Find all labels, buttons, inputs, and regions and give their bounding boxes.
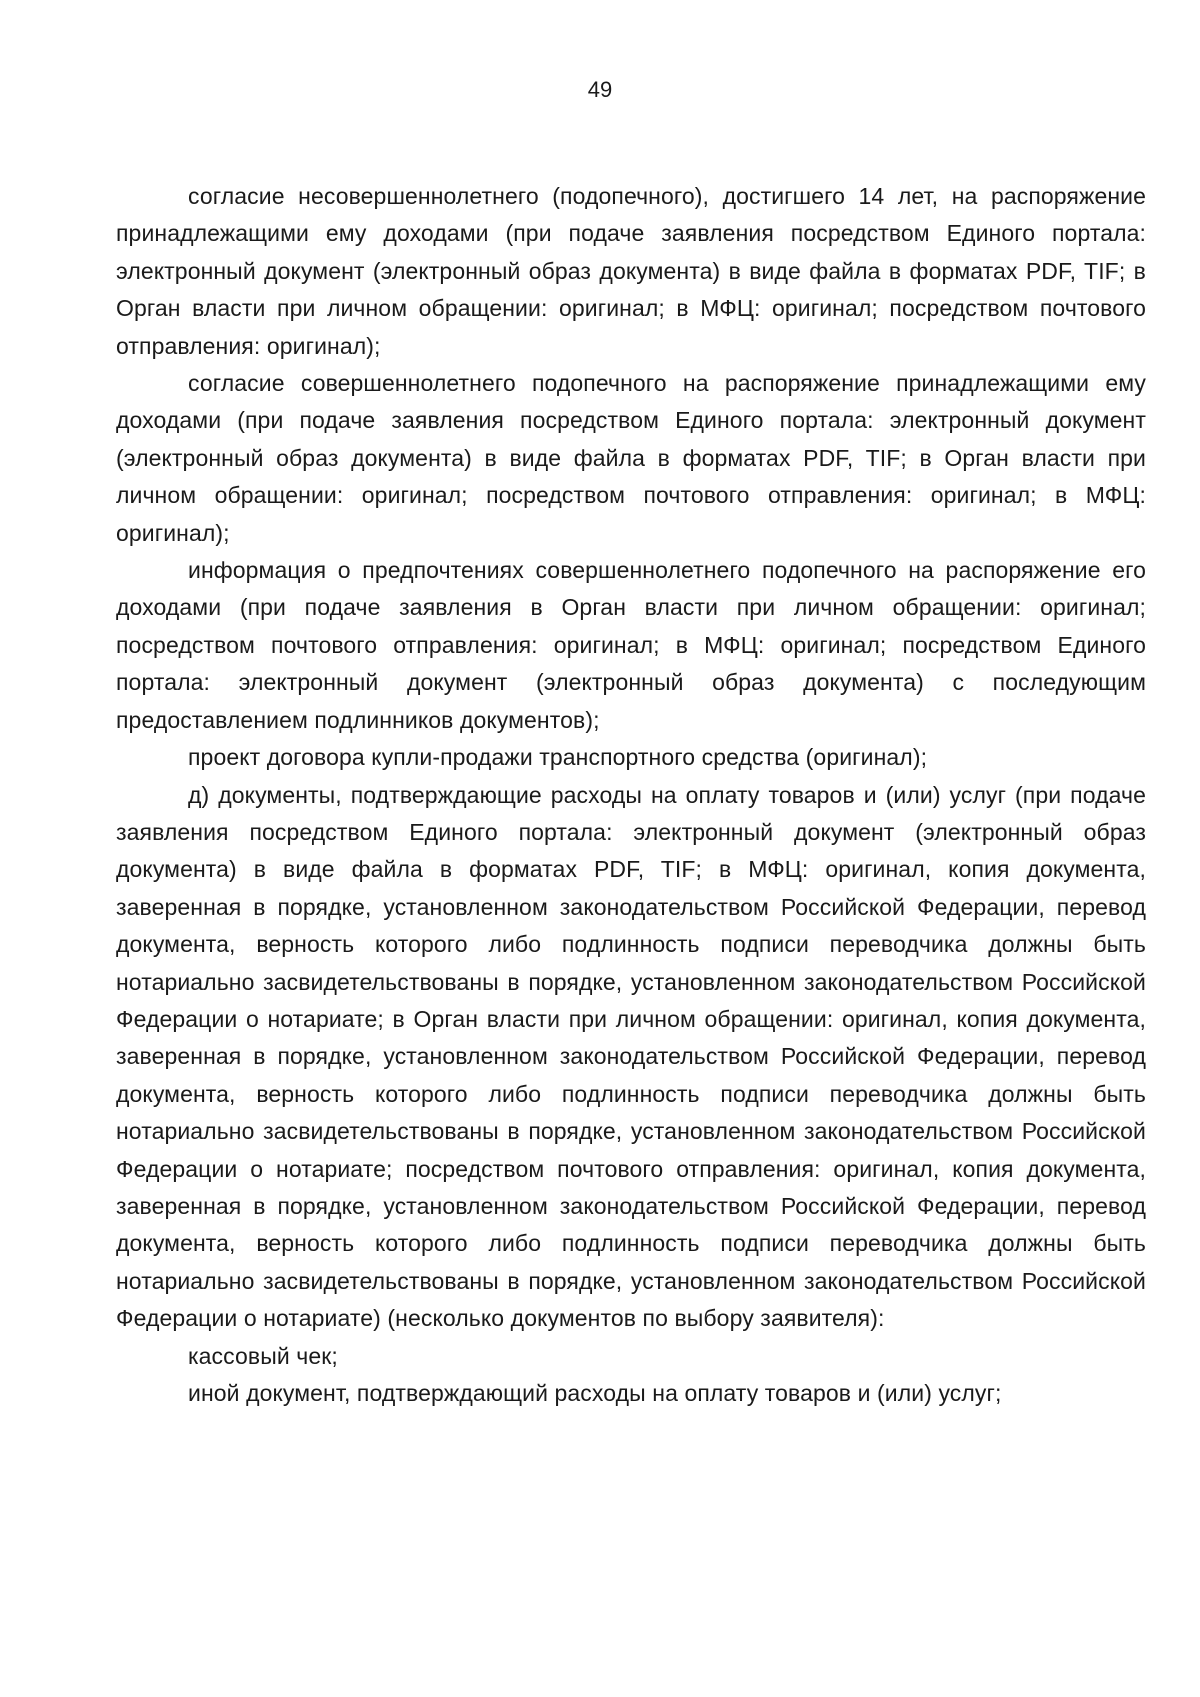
paragraph-vehicle-contract: проект договора купли-продажи транспортного средства (оригинал); <box>188 744 928 771</box>
page-number: 49 <box>587 77 613 102</box>
document-body <box>116 178 1146 1412</box>
paragraph-adult-ward-consent: согласие совершеннолетнего подопечного на распоряжение принадлежащими ему доходами (при подаче заявления посредством Единого портала: электронный документ (электронный образ документа) в виде файла в форматах PDF, TIF; в Орган власти при личном обращении: оригинал; посредством почтового отправления: оригинал; в МФЦ: оригинал); <box>116 370 1146 546</box>
paragraph-ward-preferences: информация о предпочтениях совершеннолетнего подопечного на распоряжение его доходами (при подаче заявления в Орган власти при личном обращении: оригинал; посредством почтового отправления: оригинал; в МФЦ: оригинал; посредством Единого портала: электронный документ (электронный образ документа) с последующим предоставлением подлинников документов); <box>116 557 1146 733</box>
paragraph-cash-receipt: кассовый чек; <box>188 1342 338 1369</box>
paragraph-minor-ward-consent: согласие несовершеннолетнего (подопечного), достигшего 14 лет, на распоряжение принадлежащими ему доходами (при подаче заявления посредством Единого портала: электронный документ (электронный образ документа) в виде файла в форматах PDF, TIF; в Орган власти при личном обращении: оригинал; в МФЦ: оригинал; посредством почтового отправления: оригинал); <box>116 183 1146 359</box>
paragraph-expense-documents: д) документы, подтверждающие расходы на оплату товаров и (или) услуг (при подаче заявления посредством Единого портала: электронный документ (электронный образ документа) в виде файла в форматах PDF, TIF; в МФЦ: оригинал, копия документа, заверенная в порядке, установленном законодательством Российской Федерации, перевод документа, верность которого либо подлинность подписи переводчика должны быть нотариально засвидетельствованы в порядке, установленном законодательством Российской Федерации о нотариате; в Орган власти при личном обращении: оригинал, копия документа, заверенная в порядке, установленном законодательством Российской Федерации, перевод документа, верность которого либо подлинность подписи переводчика должны быть нотариально засвидетельствованы в порядке, установленном законодательством Российской Федерации о нотариате; посредством почтового отправления: оригинал, копия документа, заверенная в порядке, установленном законодательством Российской Федерации, перевод документа, верность которого либо подлинность подписи переводчика должны быть нотариально засвидетельствованы в порядке, установленном законодательством Российской Федерации о нотариате) (несколько документов по выбору заявителя): <box>116 781 1146 1332</box>
paragraph-other-document: иной документ, подтверждающий расходы на оплату товаров и (или) услуг; <box>188 1380 1002 1406</box>
